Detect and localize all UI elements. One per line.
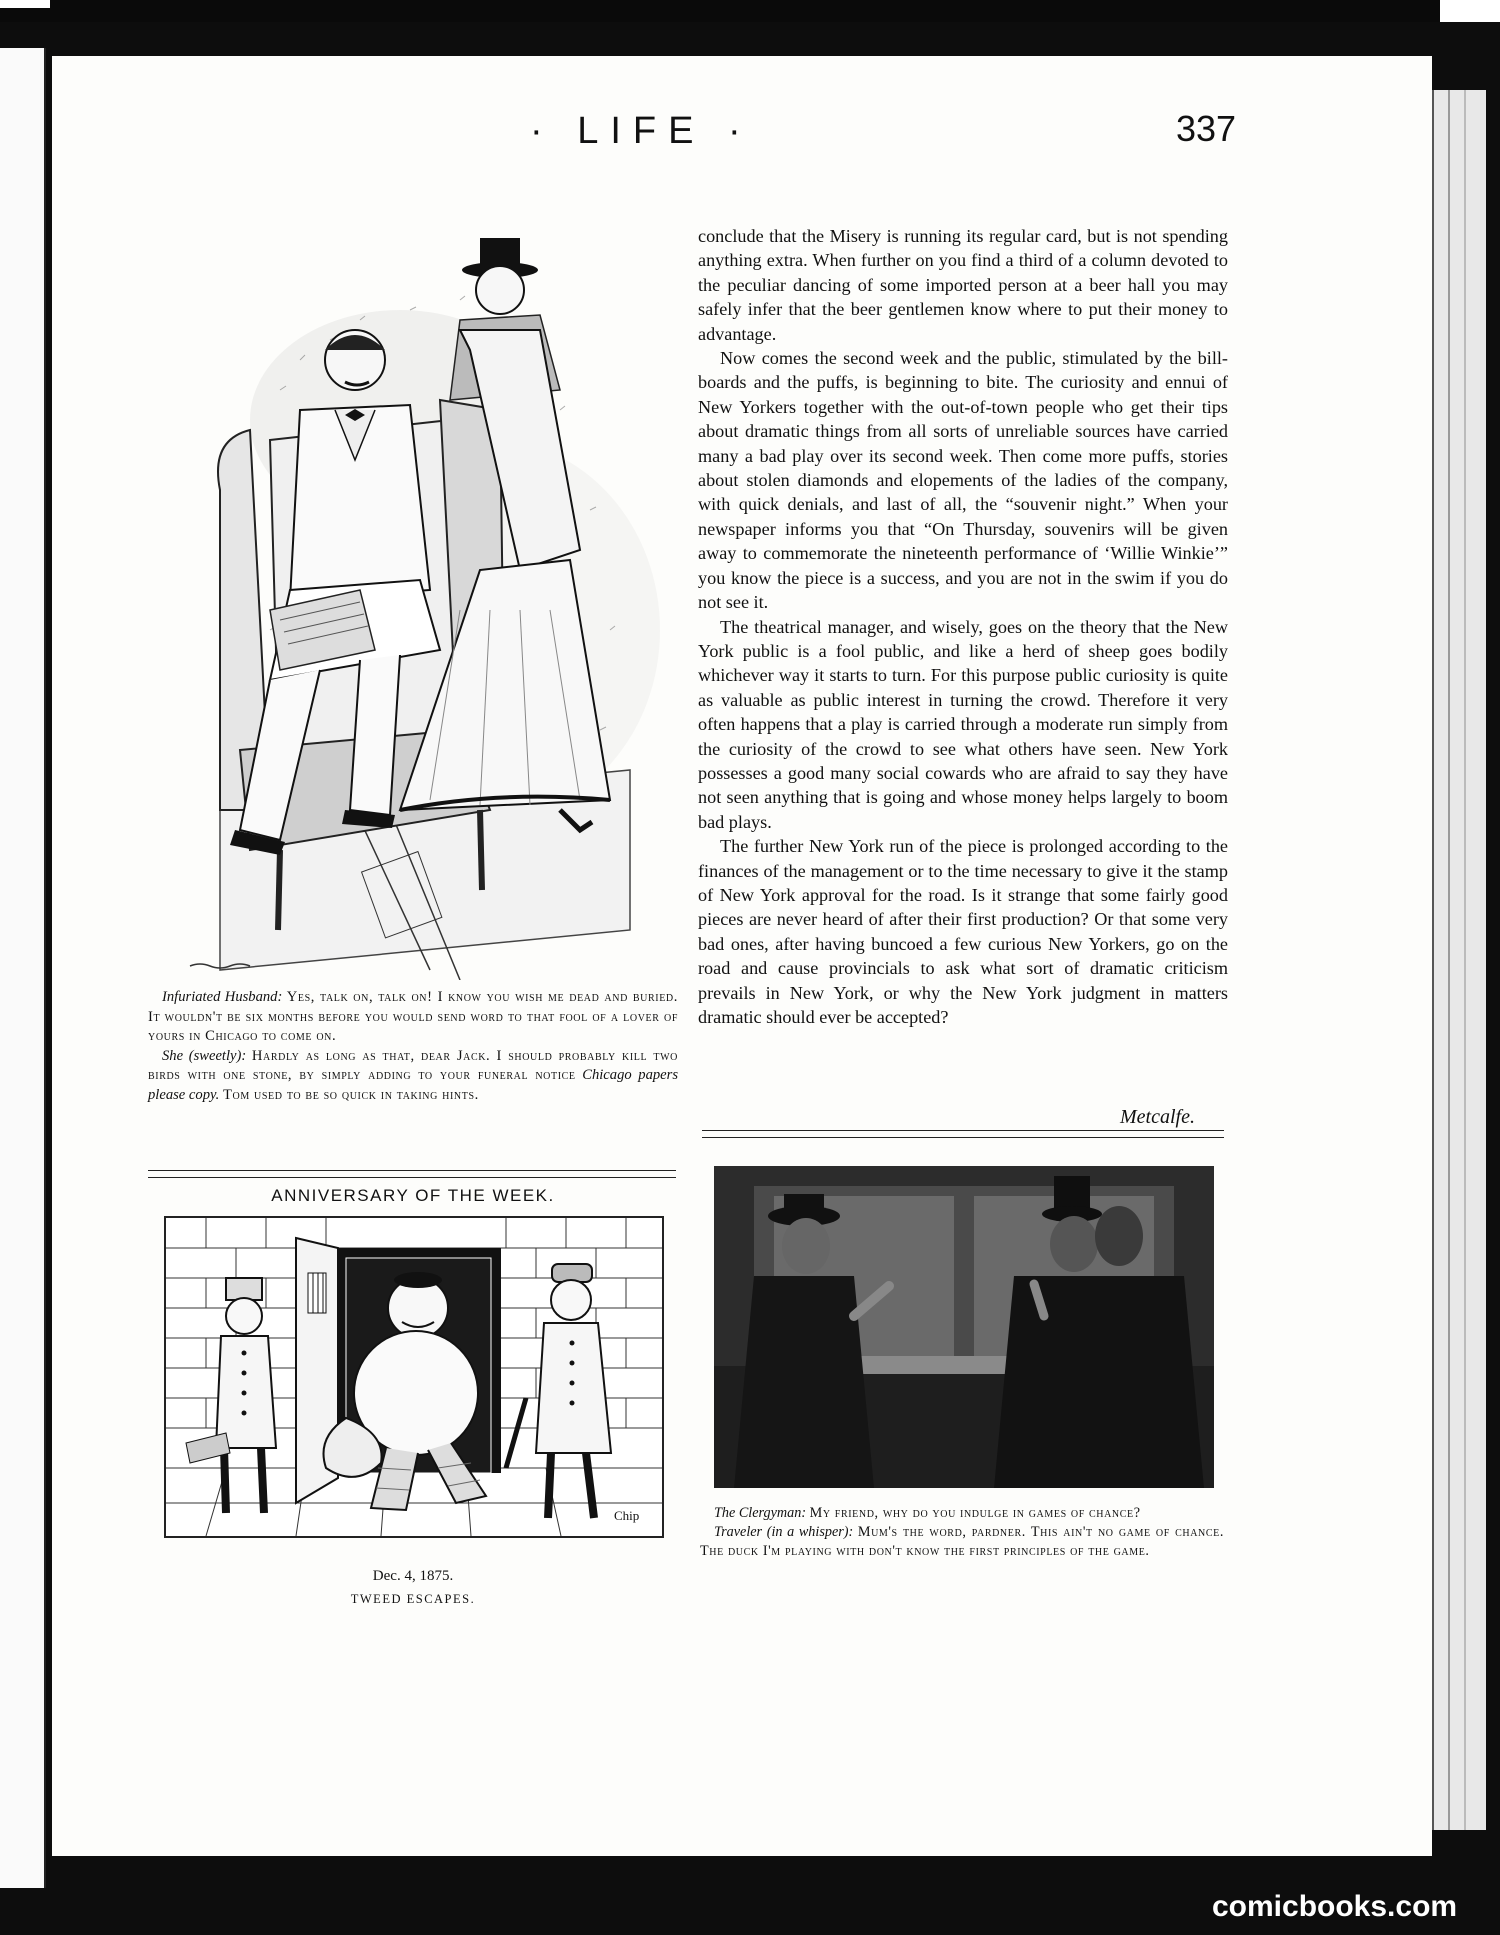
section-divider-right (702, 1130, 1224, 1138)
husband-wife-illustration (160, 210, 680, 980)
anniversary-date: Dec. 4, 1875. (372, 1568, 454, 1584)
facing-page-edge (0, 48, 46, 1888)
author-signature: Metcalfe. (1120, 1106, 1195, 1128)
article-body (698, 224, 1228, 1029)
page-stack-edge (1432, 90, 1486, 1830)
masthead: · LIFE · (530, 110, 753, 152)
anniversary-title: ANNIVERSARY OF THE WEEK. (271, 1186, 555, 1205)
page-number: 337 (1176, 108, 1237, 149)
article-paragraph: Now comes the second week and the public, stimulated by the bill-boards and the puffs, is beginning to bite. The curiosity and ennui of New Yorkers together with the out-of-town people who get their tips about dramatic things from all sorts of unreliable sources have carried many a bad play over its second week. Then come more puffs, stories about stolen diamonds and elopements of the ladies of the company, with quick denials, and last of all, the “souvenir night.” When your newspaper informs you that “On Thursday, souvenirs will be given away to commemorate the nineteenth performance of ‘Willie Winkie’” you know the piece is a success, and you are not in the swim if you do not see it. (698, 348, 1228, 613)
article-paragraph: The further New York run of the piece is prolonged according to the finances of the management or to the time necessary to give it the stamp of New York approval for the road. Is it strange that some fairly good pieces are never heard of after their first production? Or that some very bad ones, after having buncoed a few curious New Yorkers, go on the road and cause provincials to ask what sort of dramatic criticism prevails in New York, or why the New York judgment in matters dramatic should ever be accepted? (698, 836, 1228, 1027)
scan-corner-mark (0, 0, 50, 8)
tweed-escape-illustration (164, 1216, 664, 1538)
article-paragraph: conclude that the Misery is running its regular card, but is not spending anything extra. When further on you find a third of a column devoted to the peculiar dancing of some imported person at a beer hall you may safely infer that the beer gentlemen know where to put their money to advantage. (698, 226, 1228, 344)
speaker-clergyman: The Clergyman: (714, 1505, 807, 1521)
speaker-husband: Infuriated Husband: (162, 989, 283, 1005)
article-paragraph: The theatrical manager, and wisely, goes on the theory that the New York public is a fool public, and like a herd of sheep goes bodily whichever way it starts to turn. For this purpose public curiosity is quite as valuable as public interest in turning the crowd. Therefore it very often happens that a play is carried through a moderate run simply from the curiosity of the crowd to see what others have seen. New York possesses a good many social cowards who are afraid to say they have not seen anything that is going and whose money helps largely to boom bad plays. (698, 616, 1228, 832)
wife-line-part2: Tom used to be so quick in taking hints. (222, 1086, 479, 1103)
husband-wife-caption (148, 988, 678, 1105)
artist-signature: Chip (614, 1508, 640, 1523)
section-divider-left (148, 1170, 676, 1178)
clergyman-caption (700, 1504, 1224, 1561)
speaker-wife: She (sweetly): (162, 1047, 247, 1064)
scan-top-border (0, 0, 1500, 22)
speaker-traveler: Traveler (in a whisper): (714, 1524, 854, 1540)
site-watermark: comicbooks.com (1212, 1890, 1458, 1923)
wife-line-italic: Chicago papers please copy. (148, 1067, 678, 1103)
clergyman-traveler-photo (714, 1166, 1214, 1488)
scan-corner-mark-right (1440, 0, 1500, 22)
anniversary-event: TWEED ESCAPES. (350, 1592, 476, 1606)
husband-line: Yes, talk on, talk on! I know you wish me dead and buried. It wouldn't be six months before you would send word to that fool of a lover of yours in Chicago to come on. (148, 989, 678, 1044)
clergyman-line: My friend, why do you indulge in games of chance? (809, 1505, 1141, 1521)
traveler-line: Mum's the word, pardner. This ain't no game of chance. The duck I'm playing with don't know the first principles of the game. (700, 1524, 1224, 1559)
wife-line-part1: Hardly as long as that, dear Jack. I should probably kill two birds with one stone, by simply adding to your funeral notice (148, 1047, 678, 1083)
